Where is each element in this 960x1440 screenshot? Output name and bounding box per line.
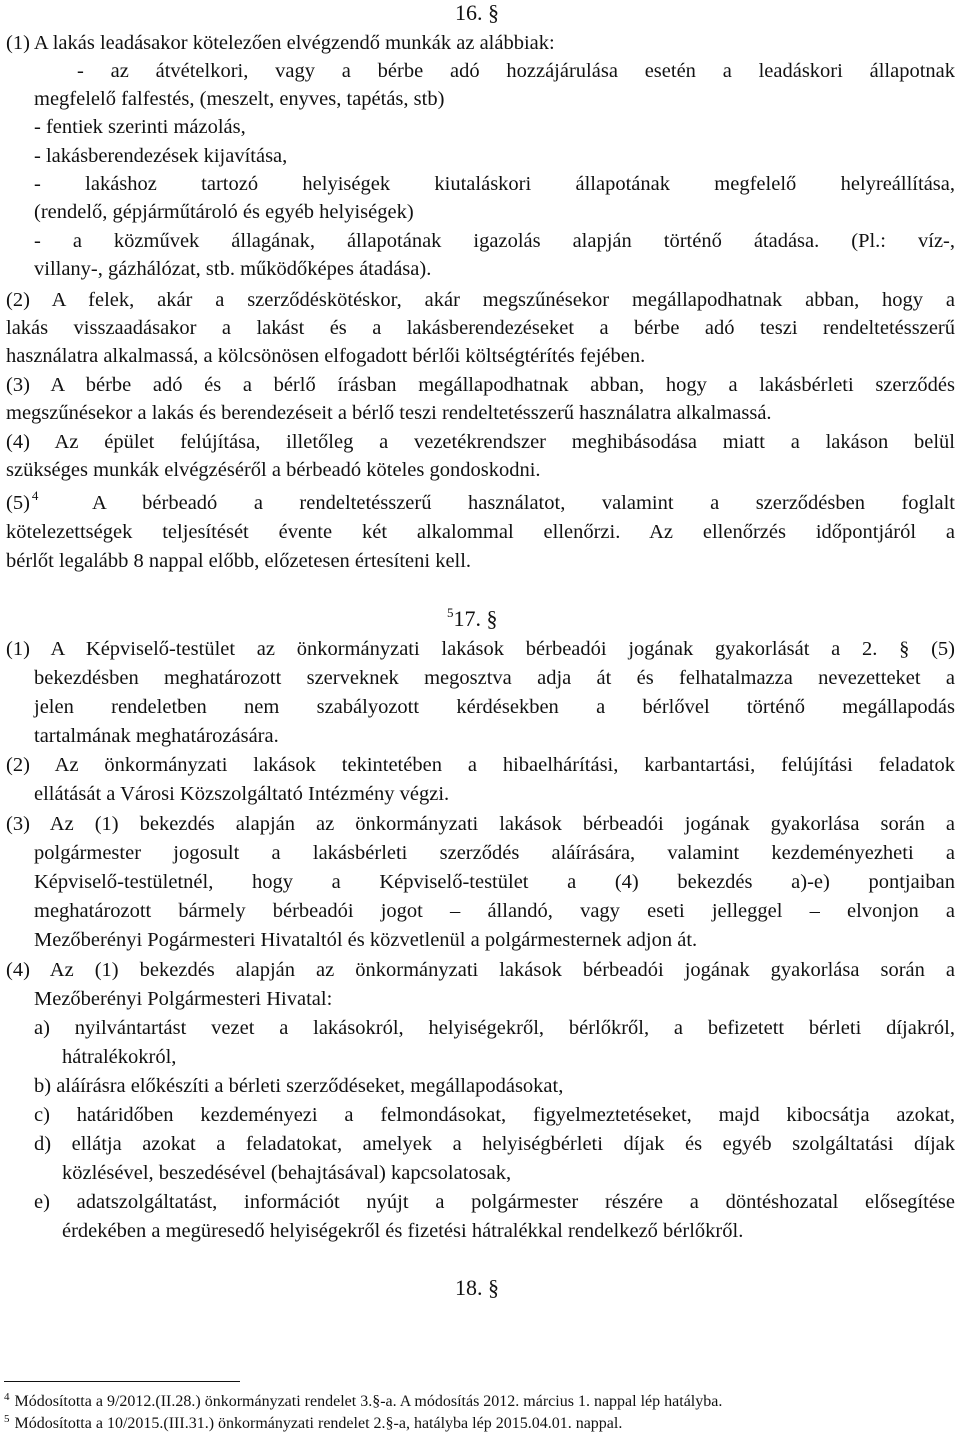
- s17-p2-line2: ellátását a Városi Közszolgáltató Intézmény végzi.: [34, 783, 450, 805]
- footnote-5: [4, 1414, 622, 1435]
- s16-p1-line6: - lakáshoz tartozó helyiségek kiutaláskori állapotának megfelelő helyreállítása,: [34, 173, 955, 195]
- s17-p1-line2: bekezdésben meghatározott szerveknek megosztva adja át és felhatalmazza nevezetteket a: [34, 667, 955, 689]
- s16-p2-line2: lakás visszaadásakor a lakást és a lakásberendezéseket a bérbe adó teszi rendeltetésszerű: [6, 317, 955, 339]
- s17-p4-item-d-line2: közlésével, beszedésével (behajtásával) kapcsolatosak,: [62, 1162, 512, 1184]
- s16-p1-line1: (1) A lakás leadásakor kötelezően elvégzendő munkák az alábbiak:: [6, 32, 555, 54]
- s16-p5-line1: A bérbeadó a rendeltetésszerű használatot, valamint a szerződésben foglalt: [92, 492, 955, 514]
- s17-p3-line3: Képviselő-testületnél, hogy a Képviselő-testület a (4) bekezdés a)-e) pontjaiban: [34, 871, 955, 893]
- s16-p2-line1: (2) A felek, akár a szerződéskötéskor, akár megszűnésekor megállapodhatnak abban, hogy a: [6, 289, 955, 311]
- s16-p4-line1: (4) Az épület felújítása, illetőleg a vezetékrendszer meghibásodása miatt a lakáson belül: [6, 431, 955, 453]
- s17-p3-line2: polgármester jogosult a lakásbérleti szerződés aláírására, valamint kezdeményezheti a: [34, 842, 955, 864]
- footnote-5-text: Módosította a 10/2015.(III.31.) önkormányzati rendelet 2.§-a, hatályba lép 2015.04.01. nappal.: [14, 1415, 623, 1432]
- s16-p1-line2: - az átvételkori, vagy a bérbe adó hozzájárulása esetén a leadáskori állapotnak: [77, 60, 955, 82]
- section-17-title: 17. §: [453, 606, 498, 631]
- s17-p4-line1: (4) Az (1) bekezdés alapján az önkormányzati lakások bérbeadói jogának gyakorlása során a: [6, 959, 955, 981]
- s17-p2-line1: (2) Az önkormányzati lakások tekintetében a hibaelhárítási, karbantartási, felújítási feladatok: [6, 754, 955, 776]
- s16-p4-line2: szükséges munkák elvégzéséről a bérbeadó köteles gondoskodni.: [6, 459, 541, 481]
- s17-p1-line4: tartalmának meghatározására.: [34, 725, 279, 747]
- s16-p5-number: [6, 490, 38, 518]
- s16-p2-line3: használatra alkalmassá, a kölcsönösen elfogadott bérlői költségtérítés fejében.: [6, 345, 646, 367]
- s17-p1-line1: (1) A Képviselő-testület az önkormányzati lakások bérbeadói jogának gyakorlását a 2. § (5): [6, 638, 955, 660]
- s17-p3-line1: (3) Az (1) bekezdés alapján az önkormányzati lakások bérbeadói jogának gyakorlása során a: [6, 813, 955, 835]
- s16-p1-line5: - lakásberendezések kijavítása,: [34, 145, 288, 167]
- section-18-heading: 18. §: [455, 1275, 499, 1300]
- s16-p1-line4: - fentiek szerinti mázolás,: [34, 116, 246, 138]
- s16-p3-line2: megszűnésekor a lakás és berendezéseit a bérlő teszi rendeltetésszerű használatra alkalmassá.: [6, 402, 772, 424]
- s17-p3-line4: meghatározott bármely bérbeadói jogot – állandó, vagy eseti jelleggel – elvonjon a: [34, 900, 955, 922]
- footnote-4: [4, 1392, 722, 1413]
- s16-p1-line3: megfelelő falfestés, (meszelt, enyves, tapétás, stb): [34, 88, 445, 110]
- s17-p1-line3: jelen rendeletben nem szabályozott kérdésekben a bérlővel történő megállapodás: [34, 696, 955, 718]
- s16-p5-line3: bérlőt legalább 8 nappal előbb, előzetesen értesíteni kell.: [6, 550, 472, 572]
- footnote-ref-5[interactable]: 5: [447, 605, 454, 620]
- s16-p5-num: (5): [6, 492, 30, 514]
- footnote-4-text: Módosította a 9/2012.(II.28.) önkormányzati rendelet 3.§-a. A módosítás 2012. március 1. nappal lép hatályba.: [14, 1393, 723, 1410]
- s17-p4-item-a-line1: a) nyilvántartást vezet a lakásokról, helyiségekről, bérlőkről, a befizetett bérleti díjakról,: [34, 1017, 955, 1039]
- s17-p4-item-d-line1: d) ellátja azokat a feladatokat, amelyek a helyiségbérleti díjak és egyéb szolgáltatási díjak: [34, 1133, 955, 1155]
- footnote-ref-4[interactable]: 4: [31, 488, 39, 503]
- s17-p3-line5: Mezőberényi Pogármesteri Hivataltól és közvetlenül a polgármesternek adjon át.: [34, 929, 698, 951]
- s16-p5-line2: kötelezettségek teljesítését évente két alkalommal ellenőrzi. Az ellenőrzés időpontjáról a: [6, 521, 955, 543]
- s17-p4-line2: Mezőberényi Polgármesteri Hivatal:: [34, 988, 333, 1010]
- s17-p4-item-c: c) határidőben kezdeményezi a felmondásokat, figyelmeztetéseket, majd kibocsátja azokat,: [34, 1104, 955, 1126]
- s17-p4-item-a-line2: hátralékokról,: [62, 1046, 177, 1068]
- s17-p4-item-e-line1: e) adatszolgáltatást, információt nyújt a polgármester részére a döntéshozatal elősegítése: [34, 1191, 955, 1213]
- footnote-4-number: 4: [4, 1391, 10, 1403]
- s16-p1-line8: - a közművek állagának, állapotának igazolás alapján történő átadása. (Pl.: víz-,: [34, 230, 955, 252]
- s17-p4-item-e-line2: érdekében a megüresedő helyiségekről és fizetési hátralékkal rendelkező bérlőkről.: [62, 1220, 744, 1242]
- section-16-heading: 16. §: [455, 0, 499, 25]
- footnote-divider: [4, 1381, 240, 1382]
- s16-p1-line9: villany-, gázhálózat, stb. működőképes átadása).: [34, 258, 432, 280]
- section-17-heading: [445, 606, 498, 635]
- s17-p4-item-b: b) aláírásra előkészíti a bérleti szerződéseket, megállapodásokat,: [34, 1075, 564, 1097]
- s16-p3-line1: (3) A bérbe adó és a bérlő írásban megállapodhatnak abban, hogy a lakásbérleti szerződés: [6, 374, 955, 396]
- s16-p1-line7: (rendelő, gépjárműtároló és egyéb helyiségek): [34, 201, 414, 223]
- footnote-5-number: 5: [4, 1413, 10, 1425]
